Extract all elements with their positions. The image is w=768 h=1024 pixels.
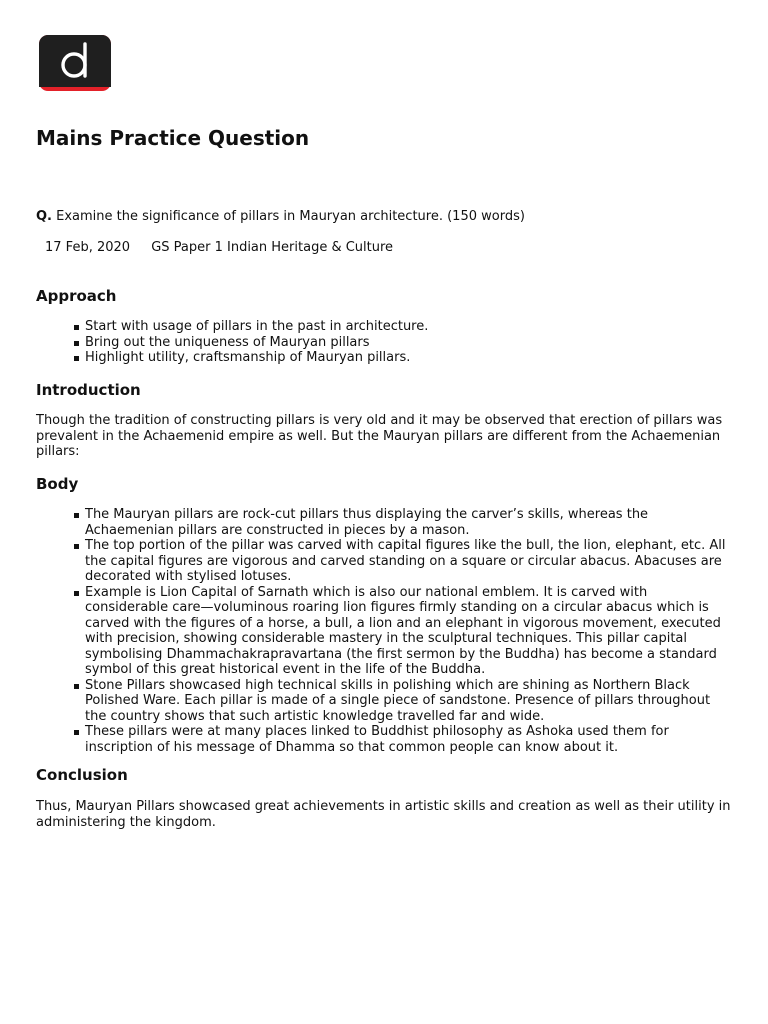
- list-item: Bring out the uniqueness of Mauryan pillars: [74, 335, 734, 351]
- page-title: Mains Practice Question: [36, 126, 310, 150]
- list-item: The Mauryan pillars are rock-cut pillars thus displaying the carver’s skills, whereas the Achaemenian pillars are constructed in pieces by a mason.: [74, 507, 734, 538]
- body-heading: Body: [36, 475, 79, 493]
- body-list: [74, 507, 734, 755]
- question-date: 17 Feb, 2020: [45, 240, 131, 255]
- introduction-heading: Introduction: [36, 381, 141, 399]
- question-label: Q.: [36, 209, 52, 224]
- list-item: The top portion of the pillar was carved with capital figures like the bull, the lion, elephant, etc. All the capital figures are vigorous and carved standing on a square or circular abacus. Abacuses are decorated with stylised lotuses.: [74, 538, 734, 585]
- approach-list: [74, 319, 734, 366]
- list-item: Start with usage of pillars in the past in architecture.: [74, 319, 734, 335]
- approach-heading: Approach: [36, 287, 117, 305]
- introduction-text: Though the tradition of constructing pillars is very old and it may be observed that erection of pillars was prevalent in the Achaemenid empire as well. But the Mauryan pillars are different from the Achaemenian pillars:: [36, 413, 723, 459]
- list-item: Example is Lion Capital of Sarnath which is also our national emblem. It is carved with considerable care—voluminous roaring lion figures firmly standing on a circular abacus which is carved with the figures of a horse, a bull, a lion and an elephant in vigorous movement, executed with precision, showing considerable mastery in the sculptural techniques. This pillar capital symbolising Dhammachakrapravartana (the first sermon by the Buddha) has become a standard symbol of this great historical event in the life of the Buddha.: [74, 585, 734, 678]
- question: [36, 209, 736, 225]
- list-item: These pillars were at many places linked to Buddhist philosophy as Ashoka used them for inscription of his message of Dhamma so that common people can know about it.: [74, 724, 734, 755]
- conclusion-text: Thus, Mauryan Pillars showcased great achievements in artistic skills and creation as well as their utility in administering the kingdom.: [36, 799, 731, 830]
- drishti-logo-icon: [39, 35, 111, 91]
- question-meta: [45, 240, 393, 256]
- list-item: Stone Pillars showcased high technical skills in polishing which are shining as Northern Black Polished Ware. Each pillar is made of a single piece of sandstone. Presence of pillars throughout the country shows that such artistic knowledge travelled far and wide.: [74, 678, 734, 725]
- conclusion-heading: Conclusion: [36, 766, 128, 784]
- list-item: Highlight utility, craftsmanship of Mauryan pillars.: [74, 350, 734, 366]
- question-category: GS Paper 1 Indian Heritage & Culture: [151, 240, 394, 255]
- question-text: Examine the significance of pillars in Mauryan architecture. (150 words): [56, 209, 525, 224]
